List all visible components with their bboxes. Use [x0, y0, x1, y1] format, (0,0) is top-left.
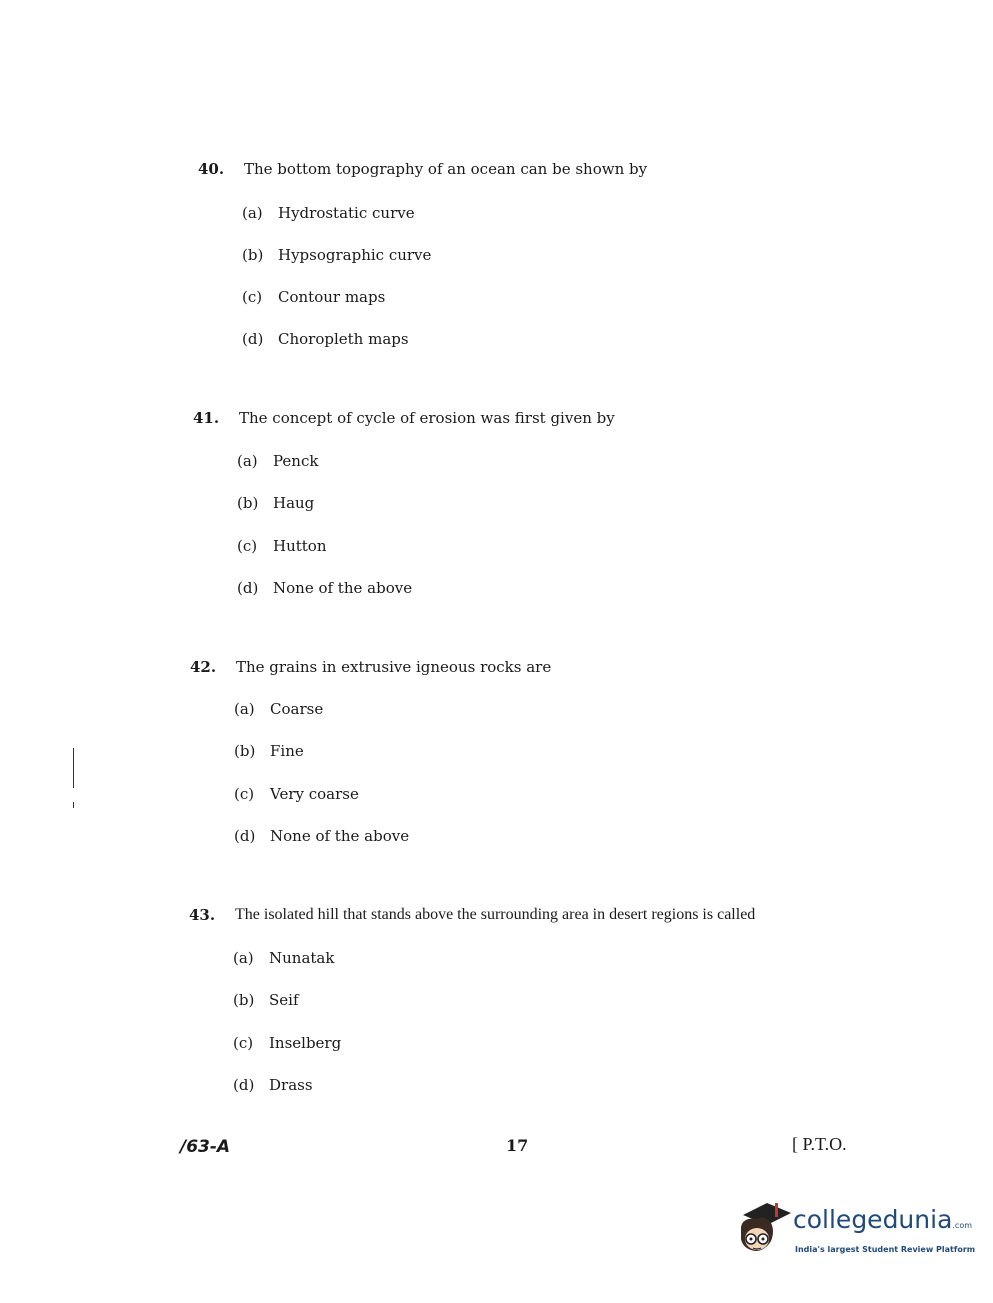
option-text: Seif — [269, 991, 299, 1009]
option-label: (d) — [242, 330, 264, 348]
option-text: None of the above — [270, 827, 410, 845]
question-text: The concept of cycle of erosion was first given by — [239, 409, 615, 427]
option-text: Hutton — [273, 537, 327, 555]
option-label: (b) — [237, 494, 259, 512]
option-text: Haug — [273, 494, 315, 512]
option-label: (c) — [233, 1034, 254, 1052]
option-d — [242, 330, 409, 348]
question-number: 41. — [193, 409, 220, 427]
option-d — [237, 579, 412, 597]
question-number: 43. — [189, 906, 216, 924]
option-d — [234, 827, 409, 845]
option-text: Hydrostatic curve — [278, 204, 415, 222]
option-text: Fine — [270, 742, 304, 760]
option-a — [237, 452, 318, 470]
option-b — [237, 494, 314, 512]
option-text: None of the above — [273, 579, 413, 597]
option-a — [234, 700, 323, 718]
option-label: (c) — [234, 785, 255, 803]
question-text: The grains in extrusive igneous rocks are — [236, 658, 552, 676]
option-label: (a) — [242, 204, 263, 222]
option-label: (a) — [233, 949, 254, 967]
option-label: (b) — [242, 246, 264, 264]
collegedunia-logo — [735, 1197, 976, 1267]
option-text: Hypsographic curve — [278, 246, 432, 264]
option-label: (d) — [234, 827, 256, 845]
paper-code: /63-A — [180, 1137, 231, 1157]
option-text: Choropleth maps — [278, 330, 409, 348]
option-label: (b) — [234, 742, 256, 760]
pto-label: [ P.T.O. — [792, 1134, 847, 1154]
logo-name: collegedunia — [793, 1205, 953, 1234]
question-text: The isolated hill that stands above the surrounding area in desert regions is called — [235, 906, 756, 923]
option-a — [233, 949, 334, 967]
option-b — [233, 991, 299, 1009]
margin-mark — [73, 802, 74, 808]
option-text: Contour maps — [278, 288, 386, 306]
logo-suffix: .com — [952, 1221, 973, 1230]
option-c — [237, 537, 327, 555]
option-text: Drass — [269, 1076, 313, 1094]
option-label: (a) — [234, 700, 255, 718]
option-text: Inselberg — [269, 1034, 342, 1052]
option-label: (d) — [233, 1076, 255, 1094]
option-text: Nunatak — [269, 949, 335, 967]
option-d — [233, 1076, 313, 1094]
question-text: The bottom topography of an ocean can be shown by — [244, 160, 648, 178]
option-c — [242, 288, 385, 306]
option-text: Very coarse — [270, 785, 359, 803]
option-label: (c) — [242, 288, 263, 306]
logo-tagline: India's largest Student Review Platform — [795, 1245, 976, 1254]
logo-wordmark — [793, 1205, 972, 1234]
option-label: (b) — [233, 991, 255, 1009]
option-a — [242, 204, 415, 222]
option-c — [233, 1034, 341, 1052]
page-number: 17 — [506, 1136, 529, 1155]
question-number: 40. — [198, 160, 225, 178]
option-c — [234, 785, 359, 803]
option-b — [242, 246, 431, 264]
question-number: 42. — [190, 658, 217, 676]
option-label: (c) — [237, 537, 258, 555]
mascot-icon — [735, 1197, 795, 1261]
option-label: (d) — [237, 579, 259, 597]
option-label: (a) — [237, 452, 258, 470]
option-text: Coarse — [270, 700, 324, 718]
option-text: Penck — [273, 452, 319, 470]
margin-mark — [73, 748, 74, 788]
option-b — [234, 742, 304, 760]
